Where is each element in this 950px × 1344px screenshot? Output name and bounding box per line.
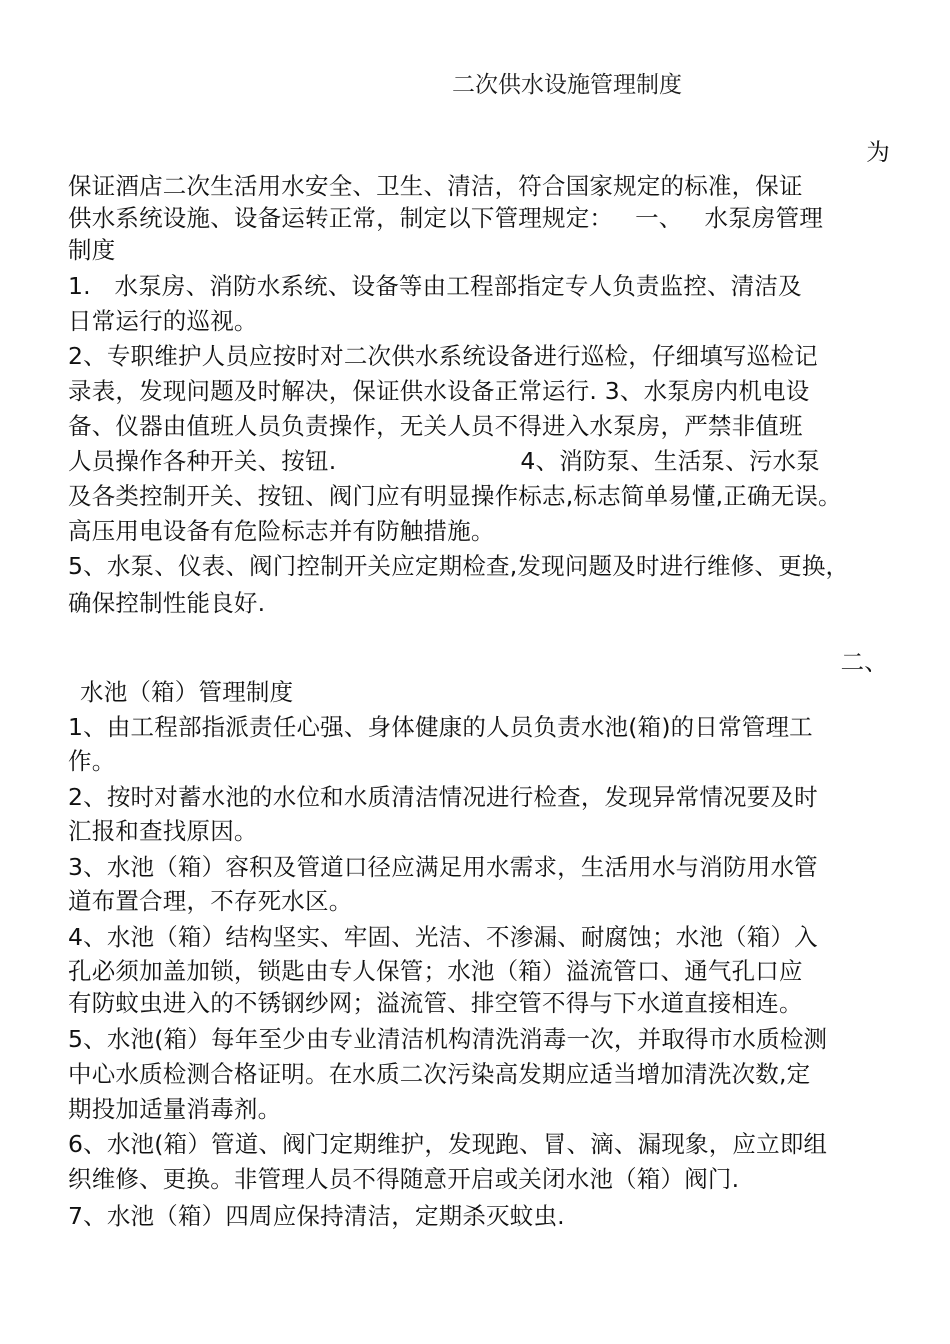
- section-2-line: 3、水池（箱）容积及管道口径应满足用水需求，生活用水与消防用水管: [68, 853, 818, 881]
- section-2-line: 汇报和查找原因。: [68, 817, 258, 845]
- section-1-line: 1. 水泵房、消防水系统、设备等由工程部指定专人负责监控、清洁及: [68, 272, 802, 300]
- section-1-line-split: [68, 445, 820, 477]
- document-title: 二次供水设施管理制度: [452, 72, 682, 98]
- section-2-line: 1、由工程部指派责任心强、身体健康的人员负责水池(箱)的日常管理工: [68, 713, 813, 741]
- section-1-line: 2、专职维护人员应按时对二次供水系统设备进行巡检，仔细填写巡检记: [68, 342, 818, 370]
- section-2-line: 期投加适量消毒剂。: [68, 1095, 282, 1123]
- section-1-line: 录表，发现问题及时解决，保证供水设备正常运行. 3、水泵房内机电设: [68, 377, 810, 405]
- section-2-line: 孔必须加盖加锁，锁匙由专人保管；水池（箱）溢流管口、通气孔口应: [68, 957, 803, 985]
- section-1-number: 一、: [635, 204, 683, 232]
- section-1-line-part-a: 人员操作各种开关、按钮.: [68, 447, 337, 475]
- section-1-line-part-b: 4、消防泵、生活泵、污水泵: [520, 447, 820, 475]
- section-2-line: 4、水池（箱）结构坚实、牢固、光洁、不渗漏、耐腐蚀；水池（箱）入: [68, 923, 818, 951]
- intro-line-1: 保证酒店二次生活用水安全、卫生、清洁，符合国家规定的标准，保证: [68, 172, 803, 200]
- section-1-line: 5、水泵、仪表、阀门控制开关应定期检查,发现问题及时进行维修、更换，: [68, 552, 850, 580]
- section-2-line: 7、水池（箱）四周应保持清洁，定期杀灭蚊虫.: [68, 1202, 565, 1230]
- section-2-line: 2、按时对蓄水池的水位和水质清洁情况进行检查，发现异常情况要及时: [68, 783, 818, 811]
- section-1-line: 备、仪器由值班人员负责操作，无关人员不得进入水泵房，严禁非值班: [68, 412, 803, 440]
- intro-lead-char: 为: [866, 138, 890, 166]
- section-2-number: 二、: [840, 648, 888, 676]
- intro-line-3: 制度: [68, 236, 116, 264]
- section-2-line: 作。: [68, 747, 116, 775]
- section-2-line: 织维修、更换。非管理人员不得随意开启或关闭水池（箱）阀门.: [68, 1165, 740, 1193]
- section-2-line: 5、水池(箱）每年至少由专业清洁机构清洗消毒一次，并取得市水质检测: [68, 1025, 828, 1053]
- section-2-line: 中心水质检测合格证明。在水质二次污染高发期应适当增加清洗次数,定: [68, 1060, 811, 1088]
- section-2-line: 道布置合理，不存死水区。: [68, 887, 353, 915]
- intro-line-2: [68, 202, 823, 234]
- section-1-line: 及各类控制开关、按钮、阀门应有明显操作标志,标志简单易懂,正确无误。: [68, 482, 842, 510]
- section-2-line: 6、水池(箱）管道、阀门定期维护，发现跑、冒、滴、漏现象，应立即组: [68, 1130, 828, 1158]
- intro-line-2-text: 供水系统设施、设备运转正常，制定以下管理规定：: [68, 204, 614, 232]
- section-2-line: 有防蚊虫进入的不锈钢纱网；溢流管、排空管不得与下水道直接相连。: [68, 989, 803, 1017]
- section-1-line: 确保控制性能良好.: [68, 589, 266, 617]
- section-2-heading: 水池（箱）管理制度: [80, 678, 294, 706]
- section-1-line: 日常运行的巡视。: [68, 307, 258, 335]
- section-1-line: 高压用电设备有危险标志并有防触措施。: [68, 517, 495, 545]
- section-1-heading: 水泵房管理: [704, 204, 824, 232]
